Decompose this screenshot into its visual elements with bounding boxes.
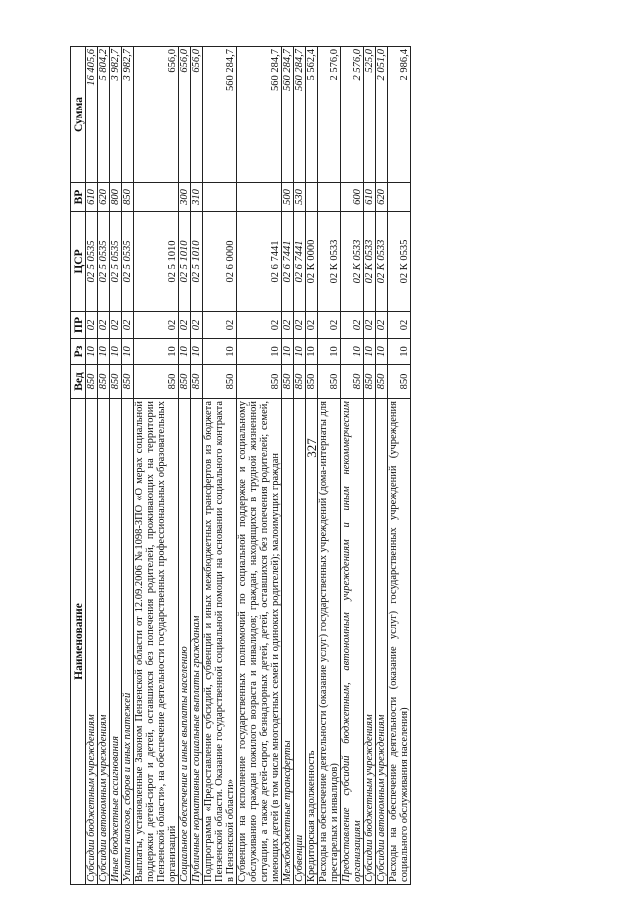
row-pr: 02 [179,312,191,339]
row-sum: 3 982,7 [122,47,134,183]
row-pr: 02 [318,312,341,339]
row-pr: 02 [122,312,134,339]
row-rz: 10 [341,339,364,365]
row-pr: 02 [86,312,98,339]
row-sum: 5 804,2 [98,47,110,183]
row-ved: 850 [191,365,203,399]
budget-table [70,46,411,885]
row-vr [203,183,237,212]
row-sum: 2 576,0 [318,47,341,183]
row-vr: 310 [191,183,203,212]
row-csr: 02 5 0535 [122,212,134,312]
row-pr: 02 [110,312,122,339]
table-row [134,47,179,885]
row-ved: 850 [203,365,237,399]
row-pr: 02 [388,312,411,339]
row-name: Публичные нормативные социальные выплаты гражданам [191,399,203,885]
row-rz: 10 [179,339,191,365]
row-ved: 850 [388,365,411,399]
row-csr: 02 К 0535 [388,212,411,312]
table-row [110,47,122,885]
row-name: Субсидии автономным учреждениям [376,399,388,885]
row-vr: 530 [294,183,306,212]
table-row [86,47,98,885]
row-csr: 02 5 0535 [86,212,98,312]
row-sum: 560 284,7 [282,47,294,183]
row-name: Кредиторская задолженность [306,399,318,885]
row-pr: 02 [294,312,306,339]
row-sum: 525,0 [364,47,376,183]
table-row [364,47,376,885]
row-pr: 02 [237,312,282,339]
row-sum: 656,0 [191,47,203,183]
row-sum: 560 284,7 [203,47,237,183]
row-ved: 850 [237,365,282,399]
header-sum: Сумма [71,47,86,183]
row-vr: 620 [98,183,110,212]
row-ved: 850 [306,365,318,399]
row-vr [134,183,179,212]
row-csr: 02 К 0533 [318,212,341,312]
row-rz: 10 [237,339,282,365]
row-rz: 10 [98,339,110,365]
row-csr: 02 5 0535 [98,212,110,312]
row-sum: 2 576,0 [341,47,364,183]
row-csr: 02 6 7441 [237,212,282,312]
row-vr [388,183,411,212]
row-name: Расходы на обеспечение деятельности (оказание услуг) государственных учреждений (дома-интернаты для престарелых и инвалидов) [318,399,341,885]
row-ved: 850 [364,365,376,399]
row-rz: 10 [122,339,134,365]
row-csr: 02 5 1010 [134,212,179,312]
table-row [237,47,282,885]
table-row [376,47,388,885]
row-name: Уплата налогов, сборов и иных платежей [122,399,134,885]
table-row [122,47,134,885]
row-name: Субвенции [294,399,306,885]
page-number: 327 [303,438,319,458]
row-sum: 560 284,7 [294,47,306,183]
table-row [179,47,191,885]
row-pr: 02 [306,312,318,339]
row-sum: 3 982,7 [110,47,122,183]
row-csr: 02 6 7441 [282,212,294,312]
row-ved: 850 [341,365,364,399]
row-ved: 850 [134,365,179,399]
row-name: Иные бюджетные ассигнования [110,399,122,885]
row-rz: 10 [364,339,376,365]
row-name: Социальное обеспечение и иные выплаты населению [179,399,191,885]
table-row [191,47,203,885]
row-csr: 02 6 0000 [203,212,237,312]
row-csr: 02 К 0533 [364,212,376,312]
header-vr: ВР [71,183,86,212]
row-name: Подпрограмма «Предоставление субсидий, субвенций и иных межбюджетных трансфертов из бюджета Пензенской области. Оказание государственной социальной помощи на основании социального контракта в Пензенской области» [203,399,237,885]
row-pr: 02 [364,312,376,339]
table-row [318,47,341,885]
header-ved: Вед [71,365,86,399]
table-header-row [71,47,86,885]
table-row [294,47,306,885]
rotated-table-wrapper [70,47,411,885]
row-vr: 610 [364,183,376,212]
row-pr: 02 [191,312,203,339]
row-vr: 850 [122,183,134,212]
table-row [341,47,364,885]
row-rz: 10 [294,339,306,365]
row-name: Субсидии бюджетным учреждениям [364,399,376,885]
row-sum: 2 986,4 [388,47,411,183]
row-csr: 02 5 0535 [110,212,122,312]
row-name: Межбюджетные трансферты [282,399,294,885]
row-ved: 850 [122,365,134,399]
row-pr: 02 [341,312,364,339]
row-vr: 300 [179,183,191,212]
table-row [282,47,294,885]
row-vr [237,183,282,212]
table-row [203,47,237,885]
row-rz: 10 [134,339,179,365]
row-rz: 10 [306,339,318,365]
row-csr: 02 К 0533 [376,212,388,312]
header-rz: Рз [71,339,86,365]
row-sum: 656,0 [179,47,191,183]
row-name: Выплаты, установленные Законом Пензенской области от 12.09.2006 №1098-ЗПО «О мерах социальной поддержки детей-сирот и детей, оставшихся без попечения родителей, проживающих на территории Пензенской области», на обеспечение деятельности государственных профессиональных образовательных организаций [134,399,179,885]
row-pr: 02 [134,312,179,339]
row-ved: 850 [376,365,388,399]
header-csr: ЦСР [71,212,86,312]
row-vr [306,183,318,212]
table-row [388,47,411,885]
row-rz: 10 [318,339,341,365]
row-vr: 620 [376,183,388,212]
row-rz: 10 [203,339,237,365]
row-csr: 02 5 1010 [179,212,191,312]
row-vr [318,183,341,212]
row-vr: 800 [110,183,122,212]
row-pr: 02 [98,312,110,339]
row-sum: 656,0 [134,47,179,183]
row-ved: 850 [318,365,341,399]
row-sum: 560 284,7 [237,47,282,183]
row-rz: 10 [376,339,388,365]
row-csr: 02 6 7441 [294,212,306,312]
row-rz: 10 [110,339,122,365]
row-name: Субсидии бюджетным учреждениям [86,399,98,885]
row-ved: 850 [86,365,98,399]
row-vr: 500 [282,183,294,212]
row-ved: 850 [179,365,191,399]
table-row [306,47,318,885]
row-ved: 850 [110,365,122,399]
row-rz: 10 [388,339,411,365]
row-vr: 600 [341,183,364,212]
table-row [98,47,110,885]
row-rz: 10 [191,339,203,365]
header-pr: ПР [71,312,86,339]
row-ved: 850 [282,365,294,399]
row-pr: 02 [282,312,294,339]
row-name: Расходы на обеспечение деятельности (оказание услуг) государственных учреждений (учреждения социального обслуживания населения) [388,399,411,885]
row-pr: 02 [203,312,237,339]
row-rz: 10 [282,339,294,365]
row-sum: 2 051,0 [376,47,388,183]
row-name: Субсидии автономным учреждениям [98,399,110,885]
row-ved: 850 [294,365,306,399]
row-csr: 02 К 0533 [341,212,364,312]
row-name: Предоставление субсидий бюджетным, автономным учреждениям и иным некоммерческим организациям [341,399,364,885]
row-csr: 02 5 1010 [191,212,203,312]
row-rz: 10 [86,339,98,365]
row-sum: 5 562,4 [306,47,318,183]
row-csr: 02 К 0000 [306,212,318,312]
row-vr: 610 [86,183,98,212]
row-name: Субвенции на исполнение государственных полномочий по социальной поддержке и социальному обслуживанию граждан пожилого возраста и инвалидов; граждан, находящихся в трудной жизненной ситуации, а также детей-сирот, безнадзорных детей, детей, оставшихся без попечения родителей; семей, имеющих детей (в том числе многодетных семей и одиноких родителей); малоимущих граждан [237,399,282,885]
row-ved: 850 [98,365,110,399]
row-sum: 16 405,6 [86,47,98,183]
row-pr: 02 [376,312,388,339]
header-name: Наименование [71,399,86,885]
